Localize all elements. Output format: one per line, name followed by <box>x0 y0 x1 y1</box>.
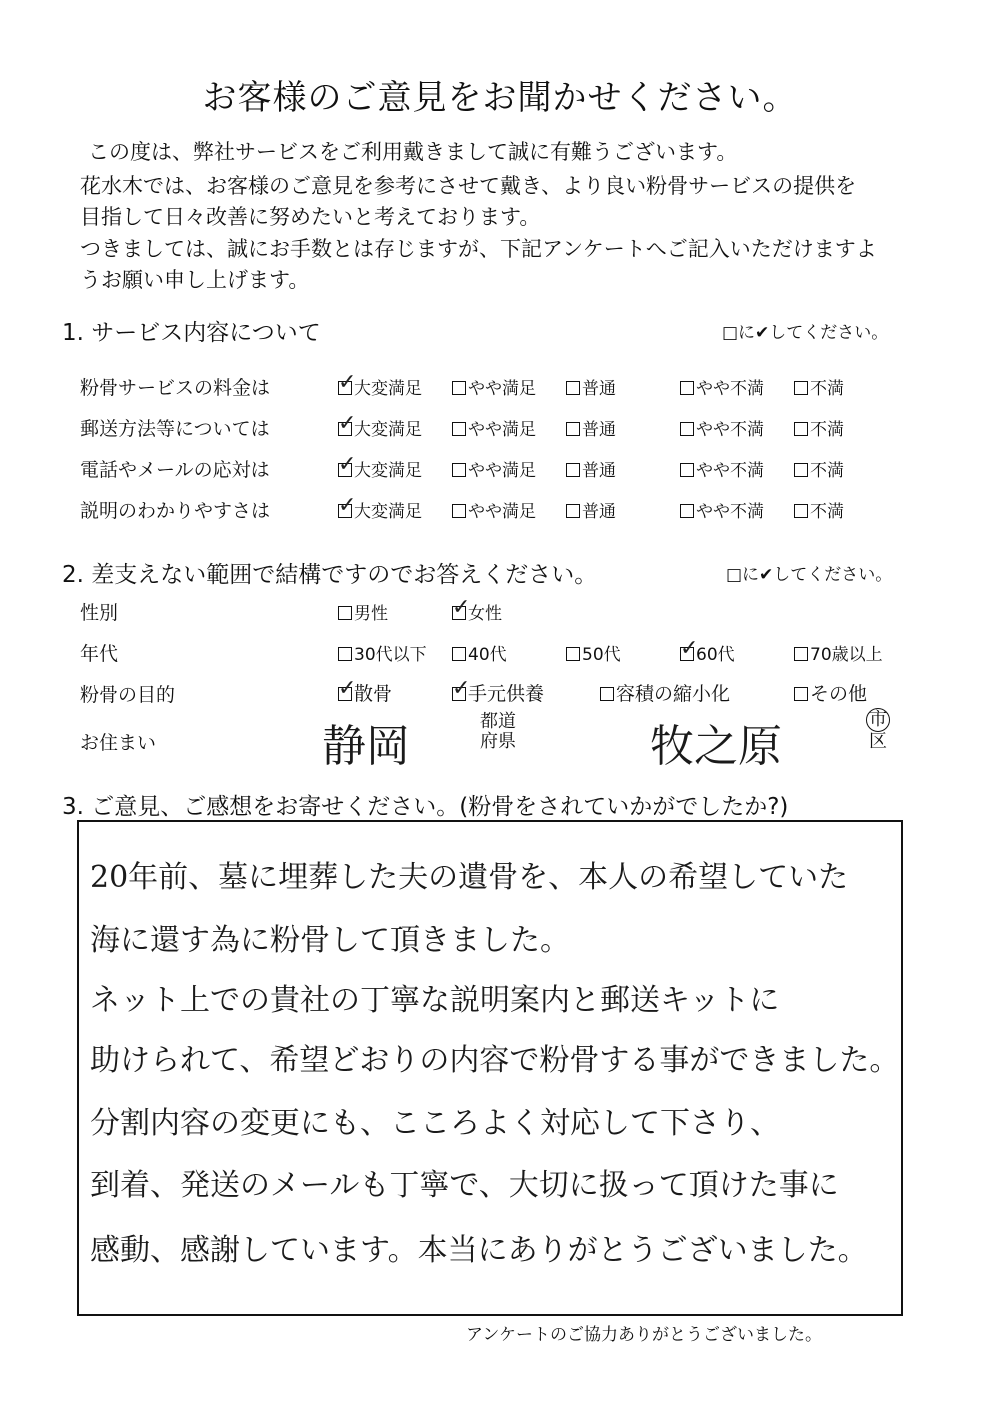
intro-line: つきましては、誠にお手数とは存じますが、下記アンケートへご記入いただけますよ <box>80 237 877 261</box>
rating-option[interactable]: やや満足 <box>452 374 536 399</box>
intro-line: 目指して日々改善に努めたいと考えております。 <box>80 205 541 229</box>
purpose-option[interactable]: ✓ 手元供養 <box>452 679 544 706</box>
purpose-option[interactable]: 容積の縮小化 <box>600 679 730 706</box>
row-label-response: 電話やメールの応対は <box>80 459 270 481</box>
rating-option[interactable]: やや不満 <box>680 497 764 522</box>
purpose-option[interactable]: その他 <box>794 679 867 706</box>
gender-label: 性別 <box>80 602 119 624</box>
rating-checkbox[interactable] <box>794 422 808 436</box>
rating-checkbox[interactable] <box>338 463 352 477</box>
comment-line: 分割内容の変更にも、こころよく対応して下さり、 <box>90 1106 780 1141</box>
rating-option[interactable]: やや満足 <box>452 415 536 440</box>
checkbox-age-60[interactable] <box>680 647 694 661</box>
age-option[interactable]: 50代 <box>566 640 621 665</box>
rating-checkbox[interactable] <box>794 381 808 395</box>
checkbox-memorial[interactable] <box>452 687 466 701</box>
rating-option[interactable]: ✓大変満足 <box>338 456 422 481</box>
row-label-fee: 粉骨サービスの料金は <box>80 377 271 399</box>
checkbox-age-50[interactable] <box>566 647 580 661</box>
city-value: 牧之原 <box>650 721 782 772</box>
age-label: 年代 <box>80 643 119 665</box>
gender-option[interactable]: ✓ 女性 <box>452 599 502 624</box>
residence-label: お住まい <box>80 732 157 754</box>
age-option[interactable]: 30代以下 <box>338 640 427 665</box>
rating-option[interactable]: 普通 <box>566 456 616 481</box>
comment-line: 海に還す為に粉骨して頂きました。 <box>90 923 570 958</box>
age-option[interactable]: 40代 <box>452 640 507 665</box>
rating-option[interactable]: 普通 <box>566 497 616 522</box>
comment-line: 助けられて、希望どおりの内容で粉骨する事ができました。 <box>90 1043 900 1078</box>
rating-option[interactable]: 普通 <box>566 374 616 399</box>
rating-checkbox[interactable] <box>452 504 466 518</box>
checkbox-age-40[interactable] <box>452 647 466 661</box>
rating-checkbox[interactable] <box>338 422 352 436</box>
section1-hint: □に✔してください。 <box>722 323 889 343</box>
comment-line: 20年前、墓に埋葬した夫の遺骨を、本人の希望していた <box>90 860 849 895</box>
prefecture-value: 静岡 <box>322 721 410 772</box>
pref-unit-top: 都道 <box>480 711 516 732</box>
prefecture-unit <box>480 712 516 752</box>
rating-option[interactable]: やや満足 <box>452 497 536 522</box>
rating-option[interactable]: やや不満 <box>680 374 764 399</box>
section2-hint: □に✔してください。 <box>726 565 893 585</box>
rating-option[interactable]: 不満 <box>794 456 844 481</box>
comment-line: 到着、発送のメールも丁寧で、大切に扱って頂けた事に <box>90 1168 839 1203</box>
checkbox-volume[interactable] <box>600 687 614 701</box>
purpose-label: 粉骨の目的 <box>80 684 176 706</box>
pref-unit-bottom: 府県 <box>480 731 516 752</box>
rating-option[interactable]: 不満 <box>794 497 844 522</box>
rating-checkbox[interactable] <box>566 463 580 477</box>
rating-checkbox[interactable] <box>338 504 352 518</box>
rating-checkbox[interactable] <box>680 422 694 436</box>
rating-option[interactable]: ✓大変満足 <box>338 374 422 399</box>
section3-heading: 3. ご意見、ご感想をお寄せください。(粉骨をされていかがでしたか?) <box>62 794 789 820</box>
rating-option[interactable]: 不満 <box>794 374 844 399</box>
row-label-shipping: 郵送方法等については <box>80 418 270 440</box>
rating-checkbox[interactable] <box>338 381 352 395</box>
rating-checkbox[interactable] <box>452 463 466 477</box>
rating-checkbox[interactable] <box>794 463 808 477</box>
rating-checkbox[interactable] <box>794 504 808 518</box>
intro-line: この度は、弊社サービスをご利用戴きまして誠に有難うございます。 <box>88 140 738 164</box>
rating-checkbox[interactable] <box>452 381 466 395</box>
rating-checkbox[interactable] <box>566 381 580 395</box>
rating-checkbox[interactable] <box>680 463 694 477</box>
checkbox-female[interactable] <box>452 606 466 620</box>
comment-line: ネット上での貴社の丁寧な説明案内と郵送キットに <box>90 983 780 1018</box>
city-unit-circled: 市 <box>866 708 890 732</box>
checkbox-age-30[interactable] <box>338 647 352 661</box>
rating-checkbox[interactable] <box>566 422 580 436</box>
checkbox-age-70[interactable] <box>794 647 808 661</box>
rating-option[interactable]: やや満足 <box>452 456 536 481</box>
section2-heading: 2. 差支えない範囲で結構ですのでお答えください。 <box>62 562 598 588</box>
gender-option[interactable]: 男性 <box>338 599 388 624</box>
rating-checkbox[interactable] <box>566 504 580 518</box>
checkbox-scatter[interactable] <box>338 687 352 701</box>
age-option[interactable]: ✓ 60代 <box>680 640 735 665</box>
page-title: お客様のご意見をお聞かせください。 <box>202 78 798 118</box>
age-option[interactable]: 70歳以上 <box>794 640 883 665</box>
city-unit <box>866 708 890 752</box>
rating-option[interactable]: やや不満 <box>680 415 764 440</box>
rating-option[interactable]: ✓大変満足 <box>338 497 422 522</box>
checkbox-other[interactable] <box>794 687 808 701</box>
section1-heading: 1. サービス内容について <box>62 320 321 346</box>
intro-line: 花水木では、お客様のご意見を参考にさせて戴き、より良い粉骨サービスの提供を <box>80 174 857 198</box>
rating-checkbox[interactable] <box>452 422 466 436</box>
rating-option[interactable]: ✓大変満足 <box>338 415 422 440</box>
rating-option[interactable]: 不満 <box>794 415 844 440</box>
rating-checkbox[interactable] <box>680 381 694 395</box>
checkbox-male[interactable] <box>338 606 352 620</box>
footer-thanks: アンケートのご協力ありがとうございました。 <box>466 1325 822 1345</box>
rating-checkbox[interactable] <box>680 504 694 518</box>
rating-option[interactable]: 普通 <box>566 415 616 440</box>
city-unit-bottom: 区 <box>869 731 887 752</box>
comment-line: 感動、感謝しています。本当にありがとうございました。 <box>90 1233 868 1268</box>
rating-option[interactable]: やや不満 <box>680 456 764 481</box>
purpose-option[interactable]: ✓ 散骨 <box>338 679 392 706</box>
intro-line: うお願い申し上げます。 <box>80 268 310 292</box>
row-label-clarity: 説明のわかりやすさは <box>80 500 271 522</box>
